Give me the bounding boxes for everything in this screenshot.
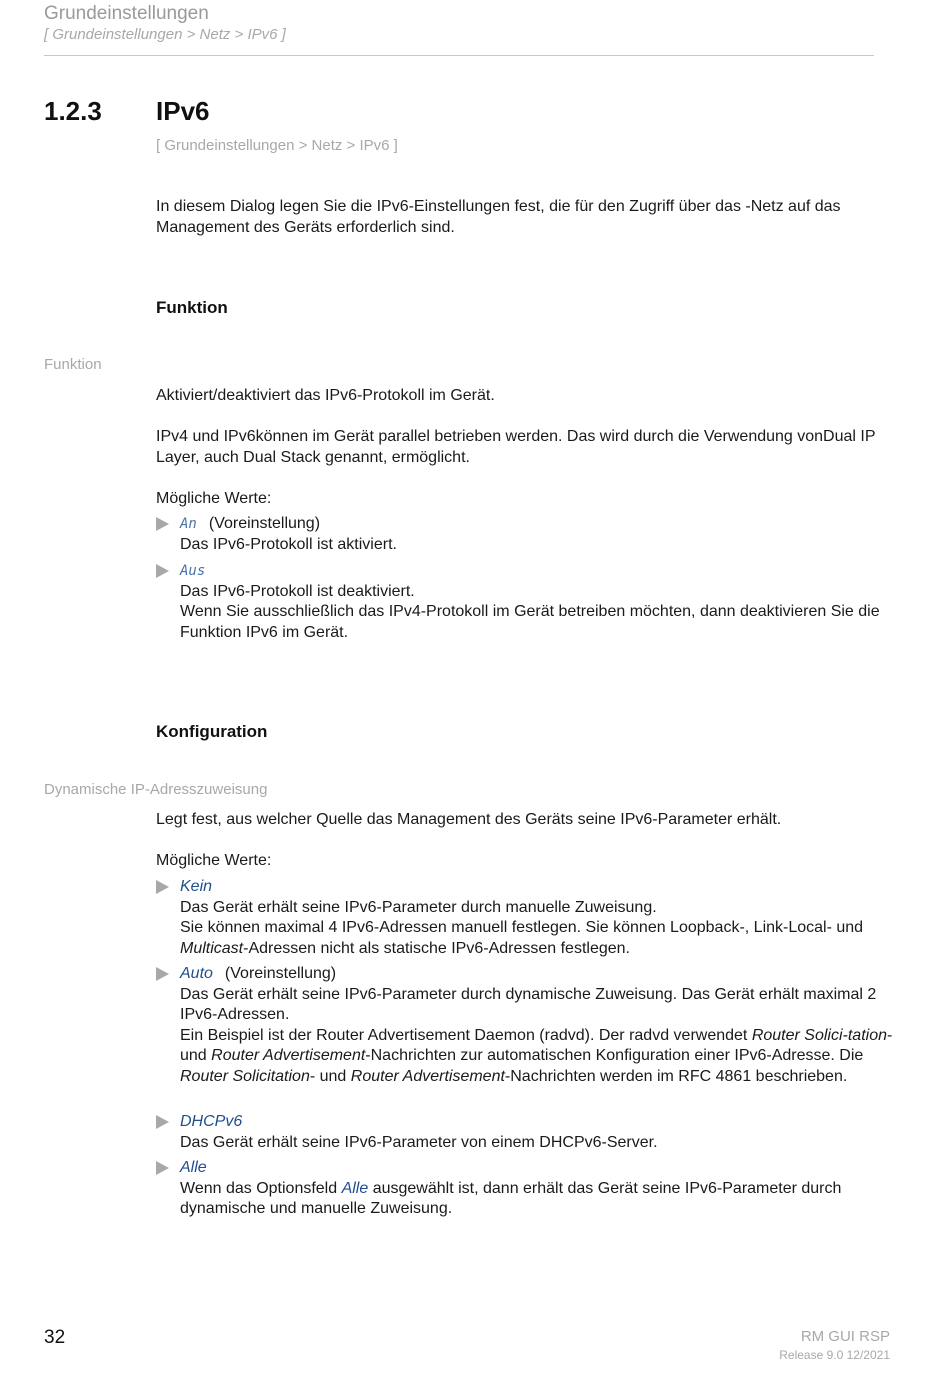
bullet-triangle-icon: [156, 564, 169, 578]
value-desc: Das IPv6-Protokoll ist aktiviert.: [180, 535, 397, 553]
konfiguration-desc: Legt fest, aus welcher Quelle das Management des Geräts seine IPv6-Parameter erhält.: [156, 811, 782, 828]
list-item-dhcpv6: [156, 1112, 896, 1153]
emphasis-term: Router Solicitation: [180, 1067, 310, 1085]
value-desc: -Adressen nicht als statische IPv6-Adressen festlegen.: [243, 939, 630, 957]
value-desc: Das IPv6-Protokoll ist deaktiviert.: [180, 582, 415, 600]
section-breadcrumb: [ Grundeinstellungen > Netz > IPv6 ]: [156, 137, 398, 154]
value-desc: Wenn Sie ausschließlich das IPv4-Protokoll im Gerät betreiben möchten, dann deaktivieren Sie die Funktion IPv6 im Gerät.: [180, 603, 880, 641]
list-item-alle: [156, 1158, 896, 1220]
value-desc: -Nachrichten werden im RFC 4861 beschrieben.: [504, 1067, 848, 1085]
value-note: (Voreinstellung): [208, 515, 321, 532]
running-header-title: Grundeinstellungen: [44, 3, 209, 24]
value-note: (Voreinstellung): [224, 965, 337, 982]
funktion-desc-1: Aktiviert/deaktiviert das IPv6-Protokoll im Gerät.: [156, 387, 495, 404]
konfiguration-possible-values: Mögliche Werte:: [156, 852, 272, 869]
konfiguration-heading: Konfiguration: [156, 722, 268, 741]
emphasis-term: Router Advertisement: [350, 1067, 505, 1085]
list-item-auto: [156, 964, 896, 1087]
inline-value-alle: Alle: [341, 1179, 369, 1197]
header-divider: [44, 55, 874, 56]
value-name: An: [180, 516, 197, 532]
value-desc: - und: [309, 1067, 351, 1085]
value-desc: Das Gerät erhält seine IPv6-Parameter von einem DHCPv6-Server.: [180, 1133, 658, 1151]
value-desc: ausgewählt ist, dann erhält das Gerät seine IPv6-Parameter durch dynamische und manuelle Zuweisung.: [180, 1179, 842, 1217]
running-header-breadcrumb: [ Grundeinstellungen > Netz > IPv6 ]: [44, 26, 286, 43]
konfiguration-margin-label: Dynamische IP-Adresszuweisung: [44, 781, 268, 798]
funktion-margin-label: Funktion: [44, 356, 102, 373]
footer-release: Release 9.0 12/2021: [779, 1348, 890, 1362]
section-title: IPv6: [156, 96, 210, 126]
value-desc: - und: [180, 1026, 893, 1064]
value-desc: Wenn das Optionsfeld: [180, 1179, 342, 1197]
bullet-triangle-icon: [156, 517, 169, 531]
list-item-aus: [156, 561, 896, 643]
emphasis-term: Router Advertisement: [211, 1047, 366, 1064]
value-name: Alle: [180, 1159, 207, 1176]
emphasis-term: Multicast: [180, 939, 244, 957]
section-number: 1.2.3: [44, 96, 102, 126]
value-name: Aus: [180, 563, 206, 579]
bullet-triangle-icon: [156, 1115, 169, 1129]
value-name: Auto: [180, 965, 213, 982]
list-item-kein: [156, 877, 896, 959]
page-number: 32: [44, 1327, 66, 1348]
footer-doc-title: RM GUI RSP: [800, 1328, 890, 1345]
intro-paragraph: In diesem Dialog legen Sie die IPv6-Einstellungen fest, die für den Zugriff über das -Netz auf das Management des Geräts erforderlich sind.: [156, 198, 841, 236]
funktion-desc-2: IPv4 und IPv6können im Gerät parallel betrieben werden. Das wird durch die Verwendung vonDual IP Layer, auch Dual Stack genannt, ermöglicht.: [156, 428, 876, 466]
list-item-an: [156, 514, 896, 555]
value-name: Kein: [180, 878, 213, 895]
value-desc: Sie können maximal 4 IPv6-Adressen manuell festlegen. Sie können Loopback-, Link-Local- und: [180, 919, 864, 936]
bullet-triangle-icon: [156, 967, 169, 981]
emphasis-term: Router Solici-tation: [751, 1026, 887, 1044]
value-desc: -Nachrichten zur automatischen Konfiguration einer IPv6-Adresse. Die: [365, 1047, 864, 1064]
value-desc: Das Gerät erhält seine IPv6-Parameter durch dynamische Zuweisung. Das Gerät erhält maximal 2 IPv6-Adressen.: [180, 985, 877, 1023]
bullet-triangle-icon: [156, 1161, 169, 1175]
funktion-heading: Funktion: [156, 298, 228, 317]
value-name: DHCPv6: [180, 1113, 243, 1130]
bullet-triangle-icon: [156, 880, 169, 894]
value-desc: Ein Beispiel ist der Router Advertisement Daemon (radvd). Der radvd verwendet: [180, 1026, 752, 1044]
value-desc: Das Gerät erhält seine IPv6-Parameter durch manuelle Zuweisung.: [180, 898, 657, 916]
funktion-possible-values: Mögliche Werte:: [156, 490, 272, 507]
